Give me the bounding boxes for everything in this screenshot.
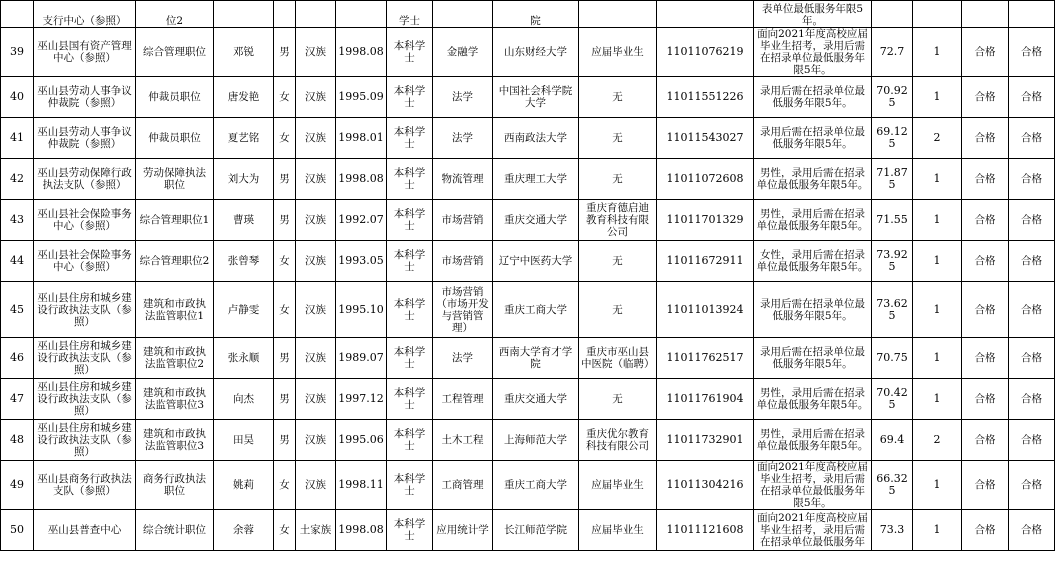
- position-cell: 建筑和市政执法监管职位3: [136, 379, 214, 420]
- major-cell: 物流管理: [433, 159, 493, 200]
- unit-cell: 支行中心（参照）: [34, 1, 136, 28]
- rank-cell: 2: [913, 118, 962, 159]
- table-row: [1, 338, 1055, 379]
- gender-cell: 男: [274, 379, 296, 420]
- score-cell: 73.3: [872, 510, 913, 551]
- unit-cell: 巫山县劳动人事争议仲裁院（参照）: [34, 118, 136, 159]
- exam-number-cell: 11011761904: [657, 379, 754, 420]
- unit-cell: 巫山县劳动人事争议仲裁院（参照）: [34, 77, 136, 118]
- gender-cell: 女: [274, 118, 296, 159]
- employer-cell: 无: [579, 159, 657, 200]
- position-cell: 综合管理职位1: [136, 200, 214, 241]
- row-number-cell: 40: [1, 77, 34, 118]
- rank-cell: 1: [913, 282, 962, 338]
- education-cell: 本科学士: [387, 159, 433, 200]
- gender-cell: 男: [274, 28, 296, 77]
- school-cell: 山东财经大学: [493, 28, 579, 77]
- table-row: [1, 282, 1055, 338]
- inspection-cell: 合格: [1009, 510, 1055, 551]
- ethnicity-cell: 汉族: [296, 282, 336, 338]
- row-number-cell: 41: [1, 118, 34, 159]
- exam-number-cell: 11011672911: [657, 241, 754, 282]
- school-cell: 西南大学育才学院: [493, 338, 579, 379]
- gender-cell: 女: [274, 241, 296, 282]
- table-row: [1, 379, 1055, 420]
- row-number-cell: 45: [1, 282, 34, 338]
- exam-number-cell: 11011076219: [657, 28, 754, 77]
- physical-exam-cell: 合格: [962, 282, 1009, 338]
- physical-exam-cell: 合格: [962, 379, 1009, 420]
- ethnicity-cell: 汉族: [296, 77, 336, 118]
- service-note-cell: 录用后需在招录单位最低服务年限5年。: [754, 118, 872, 159]
- position-cell: 建筑和市政执法监管职位3: [136, 420, 214, 461]
- exam-number-cell: 11011762517: [657, 338, 754, 379]
- service-note-cell: 男性，录用后需在招录单位最低服务年限5年。: [754, 420, 872, 461]
- unit-cell: 巫山县住房和城乡建设行政执法支队（参照）: [34, 282, 136, 338]
- education-cell: 本科学士: [387, 28, 433, 77]
- inspection-cell: 合格: [1009, 159, 1055, 200]
- table-row: [1, 461, 1055, 510]
- row-number-cell: 50: [1, 510, 34, 551]
- employer-cell: 重庆育德启迪教育科技有限公司: [579, 200, 657, 241]
- table-row: [1, 159, 1055, 200]
- name-cell: 田昊: [214, 420, 274, 461]
- name-cell: 张曾琴: [214, 241, 274, 282]
- physical-exam-cell: 合格: [962, 77, 1009, 118]
- unit-cell: 巫山县普查中心: [34, 510, 136, 551]
- major-cell: 金融学: [433, 28, 493, 77]
- birth-cell: 1995.06: [336, 420, 387, 461]
- service-note-cell: 男性，录用后需在招录单位最低服务年限5年。: [754, 379, 872, 420]
- exam-number-cell: 11011701329: [657, 200, 754, 241]
- row-number-cell: 47: [1, 379, 34, 420]
- inspection-cell: 合格: [1009, 118, 1055, 159]
- employer-cell: 无: [579, 282, 657, 338]
- score-cell: 72.7: [872, 28, 913, 77]
- major-cell: 法学: [433, 338, 493, 379]
- rank-cell: 1: [913, 379, 962, 420]
- exam-number-cell: 11011732901: [657, 420, 754, 461]
- major-cell: 法学: [433, 118, 493, 159]
- exam-number-cell: 11011551226: [657, 77, 754, 118]
- score-cell: 73.625: [872, 282, 913, 338]
- score-cell: 69.4: [872, 420, 913, 461]
- rank-cell: 1: [913, 28, 962, 77]
- gender-cell: 男: [274, 200, 296, 241]
- table-row: [1, 200, 1055, 241]
- exam-number-cell: 11011072608: [657, 159, 754, 200]
- unit-cell: 巫山县商务行政执法支队（参照）: [34, 461, 136, 510]
- physical-exam-cell: 合格: [962, 200, 1009, 241]
- score-cell: 73.925: [872, 241, 913, 282]
- inspection-cell: 合格: [1009, 338, 1055, 379]
- table-row: [1, 420, 1055, 461]
- table-row: [1, 77, 1055, 118]
- inspection-cell: 合格: [1009, 77, 1055, 118]
- unit-cell: 巫山县住房和城乡建设行政执法支队（参照）: [34, 338, 136, 379]
- row-number-cell: 44: [1, 241, 34, 282]
- birth-cell: 1992.07: [336, 200, 387, 241]
- gender-cell: 男: [274, 338, 296, 379]
- major-cell: 市场营销: [433, 241, 493, 282]
- school-cell: 重庆交通大学: [493, 200, 579, 241]
- education-cell: 本科学士: [387, 118, 433, 159]
- education-cell: 本科学士: [387, 420, 433, 461]
- ethnicity-cell: 汉族: [296, 420, 336, 461]
- exam-number-cell: 11011543027: [657, 118, 754, 159]
- score-cell: 71.875: [872, 159, 913, 200]
- inspection-cell: 合格: [1009, 241, 1055, 282]
- name-cell: 唐发艳: [214, 77, 274, 118]
- position-cell: 位2: [136, 1, 214, 28]
- row-number-cell: 39: [1, 28, 34, 77]
- name-cell: 夏艺铭: [214, 118, 274, 159]
- education-cell: 本科学士: [387, 338, 433, 379]
- table-row: [1, 510, 1055, 551]
- ethnicity-cell: 汉族: [296, 118, 336, 159]
- school-cell: 重庆理工大学: [493, 159, 579, 200]
- birth-cell: 1997.12: [336, 379, 387, 420]
- row-number-cell: 46: [1, 338, 34, 379]
- position-cell: 综合管理职位2: [136, 241, 214, 282]
- position-cell: 建筑和市政执法监管职位2: [136, 338, 214, 379]
- physical-exam-cell: 合格: [962, 338, 1009, 379]
- unit-cell: 巫山县社会保险事务中心（参照）: [34, 241, 136, 282]
- unit-cell: 巫山县劳动保障行政执法支队（参照）: [34, 159, 136, 200]
- inspection-cell: 合格: [1009, 28, 1055, 77]
- gender-cell: 女: [274, 461, 296, 510]
- birth-cell: 1998.08: [336, 28, 387, 77]
- position-cell: 仲裁员职位: [136, 77, 214, 118]
- employer-cell: 无: [579, 77, 657, 118]
- row-number-cell: 49: [1, 461, 34, 510]
- employer-cell: 应届毕业生: [579, 461, 657, 510]
- service-note-cell: 表单位最低服务年限5年。: [754, 1, 872, 28]
- education-cell: 本科学士: [387, 510, 433, 551]
- ethnicity-cell: 汉族: [296, 461, 336, 510]
- physical-exam-cell: 合格: [962, 510, 1009, 551]
- school-cell: 院: [493, 1, 579, 28]
- physical-exam-cell: 合格: [962, 420, 1009, 461]
- service-note-cell: 录用后需在招录单位最低服务年限5年。: [754, 338, 872, 379]
- ethnicity-cell: 汉族: [296, 28, 336, 77]
- employer-cell: 重庆市巫山县中医院（临聘）: [579, 338, 657, 379]
- rank-cell: 1: [913, 510, 962, 551]
- unit-cell: 巫山县国有资产管理中心（参照）: [34, 28, 136, 77]
- education-cell: 本科学士: [387, 200, 433, 241]
- position-cell: 仲裁员职位: [136, 118, 214, 159]
- inspection-cell: 合格: [1009, 282, 1055, 338]
- score-cell: 70.75: [872, 338, 913, 379]
- school-cell: 重庆交通大学: [493, 379, 579, 420]
- education-cell: 学士: [387, 1, 433, 28]
- school-cell: 长江师范学院: [493, 510, 579, 551]
- service-note-cell: 男性，录用后需在招录单位最低服务年限5年。: [754, 159, 872, 200]
- inspection-cell: 合格: [1009, 379, 1055, 420]
- education-cell: 本科学士: [387, 282, 433, 338]
- table-row: [1, 28, 1055, 77]
- name-cell: 卢静雯: [214, 282, 274, 338]
- inspection-cell: 合格: [1009, 420, 1055, 461]
- exam-number-cell: 11011013924: [657, 282, 754, 338]
- education-cell: 本科学士: [387, 461, 433, 510]
- major-cell: 法学: [433, 77, 493, 118]
- name-cell: 张永顺: [214, 338, 274, 379]
- row-number-cell: 48: [1, 420, 34, 461]
- row-number-cell: 42: [1, 159, 34, 200]
- birth-cell: 1993.05: [336, 241, 387, 282]
- birth-cell: 1995.10: [336, 282, 387, 338]
- gender-cell: 女: [274, 77, 296, 118]
- service-note-cell: 录用后需在招录单位最低服务年限5年。: [754, 77, 872, 118]
- name-cell: 姚莉: [214, 461, 274, 510]
- position-cell: 商务行政执法职位: [136, 461, 214, 510]
- gender-cell: 女: [274, 510, 296, 551]
- name-cell: 刘大为: [214, 159, 274, 200]
- name-cell: 余蓉: [214, 510, 274, 551]
- inspection-cell: 合格: [1009, 200, 1055, 241]
- employer-cell: 应届毕业生: [579, 510, 657, 551]
- birth-cell: 1995.09: [336, 77, 387, 118]
- education-cell: 本科学士: [387, 379, 433, 420]
- position-cell: 综合管理职位: [136, 28, 214, 77]
- major-cell: 市场营销（市场开发与营销管理）: [433, 282, 493, 338]
- position-cell: 劳动保障执法职位: [136, 159, 214, 200]
- score-cell: 71.55: [872, 200, 913, 241]
- table-row: [1, 241, 1055, 282]
- service-note-cell: 面向2021年度高校应届毕业生招考，录用后需在招录单位最低服务年限5年。: [754, 28, 872, 77]
- exam-number-cell: 11011304216: [657, 461, 754, 510]
- employer-cell: 应届毕业生: [579, 28, 657, 77]
- gender-cell: 男: [274, 420, 296, 461]
- score-cell: 69.125: [872, 118, 913, 159]
- position-cell: 综合统计职位: [136, 510, 214, 551]
- school-cell: 重庆工商大学: [493, 461, 579, 510]
- gender-cell: 女: [274, 282, 296, 338]
- rank-cell: 2: [913, 420, 962, 461]
- birth-cell: 1998.01: [336, 118, 387, 159]
- unit-cell: 巫山县社会保险事务中心（参照）: [34, 200, 136, 241]
- employer-cell: 无: [579, 379, 657, 420]
- unit-cell: 巫山县住房和城乡建设行政执法支队（参照）: [34, 420, 136, 461]
- education-cell: 本科学士: [387, 241, 433, 282]
- major-cell: 工程管理: [433, 379, 493, 420]
- gender-cell: 男: [274, 159, 296, 200]
- ethnicity-cell: 土家族: [296, 510, 336, 551]
- physical-exam-cell: 合格: [962, 159, 1009, 200]
- physical-exam-cell: 合格: [962, 28, 1009, 77]
- major-cell: 工商管理: [433, 461, 493, 510]
- employer-cell: 重庆优尔教育科技有限公司: [579, 420, 657, 461]
- table-row: [1, 118, 1055, 159]
- ethnicity-cell: 汉族: [296, 241, 336, 282]
- school-cell: 西南政法大学: [493, 118, 579, 159]
- name-cell: 曹瑛: [214, 200, 274, 241]
- score-cell: 66.325: [872, 461, 913, 510]
- row-number-cell: 43: [1, 200, 34, 241]
- ethnicity-cell: 汉族: [296, 159, 336, 200]
- unit-cell: 巫山县住房和城乡建设行政执法支队（参照）: [34, 379, 136, 420]
- school-cell: 辽宁中医药大学: [493, 241, 579, 282]
- major-cell: 土木工程: [433, 420, 493, 461]
- ethnicity-cell: 汉族: [296, 338, 336, 379]
- service-note-cell: 女性，录用后需在招录单位最低服务年限5年。: [754, 241, 872, 282]
- birth-cell: 1998.08: [336, 159, 387, 200]
- score-cell: 70.925: [872, 77, 913, 118]
- birth-cell: 1998.11: [336, 461, 387, 510]
- birth-cell: 1989.07: [336, 338, 387, 379]
- birth-cell: 1998.08: [336, 510, 387, 551]
- ethnicity-cell: 汉族: [296, 200, 336, 241]
- physical-exam-cell: 合格: [962, 241, 1009, 282]
- physical-exam-cell: 合格: [962, 118, 1009, 159]
- employer-cell: 无: [579, 118, 657, 159]
- ethnicity-cell: 汉族: [296, 379, 336, 420]
- major-cell: 市场营销: [433, 200, 493, 241]
- score-cell: 70.425: [872, 379, 913, 420]
- rank-cell: 1: [913, 338, 962, 379]
- inspection-cell: 合格: [1009, 461, 1055, 510]
- physical-exam-cell: 合格: [962, 461, 1009, 510]
- rank-cell: 1: [913, 461, 962, 510]
- education-cell: 本科学士: [387, 77, 433, 118]
- service-note-cell: 男性，录用后需在招录单位最低服务年限5年。: [754, 200, 872, 241]
- position-cell: 建筑和市政执法监管职位1: [136, 282, 214, 338]
- service-note-cell: 录用后需在招录单位最低服务年限5年。: [754, 282, 872, 338]
- school-cell: 重庆工商大学: [493, 282, 579, 338]
- rank-cell: 1: [913, 241, 962, 282]
- employer-cell: 无: [579, 241, 657, 282]
- rank-cell: 1: [913, 200, 962, 241]
- service-note-cell: 面向2021年度高校应届毕业生招考，录用后需在招录单位最低服务年限5年。: [754, 461, 872, 510]
- service-note-cell: 面向2021年度高校应届毕业生招考，录用后需在招录单位最低服务年: [754, 510, 872, 551]
- name-cell: 邓锐: [214, 28, 274, 77]
- name-cell: 向杰: [214, 379, 274, 420]
- rank-cell: 1: [913, 77, 962, 118]
- major-cell: 应用统计学: [433, 510, 493, 551]
- school-cell: 上海师范大学: [493, 420, 579, 461]
- school-cell: 中国社会科学院大学: [493, 77, 579, 118]
- exam-number-cell: 11011121608: [657, 510, 754, 551]
- rank-cell: 1: [913, 159, 962, 200]
- table-row-partial: [1, 1, 1055, 28]
